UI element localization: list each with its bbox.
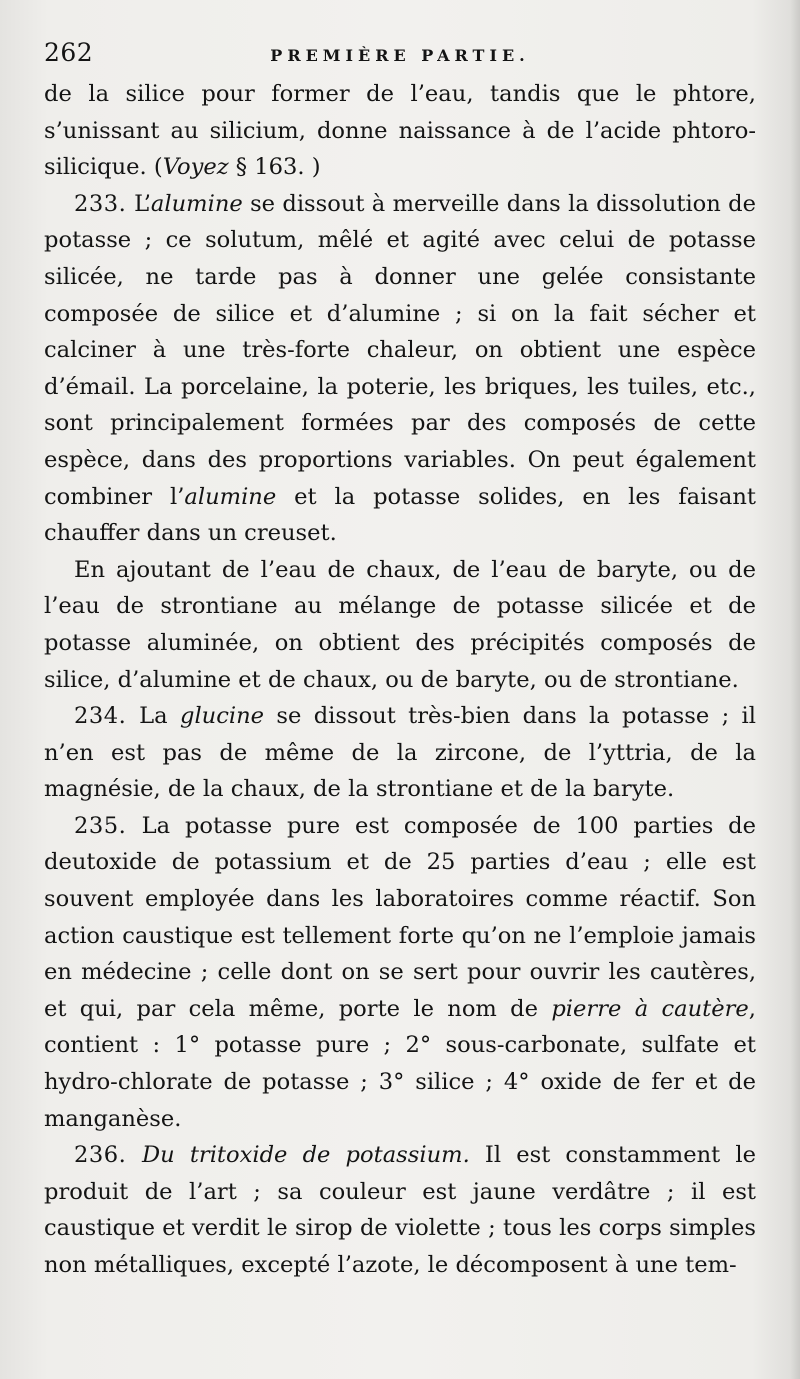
italic-run: alumine	[184, 483, 277, 510]
text-run: § 163. )	[228, 154, 321, 181]
text-run: La potasse pure est composée de 100 parties de deutoxide de potassium et de 25 parties d’eau ; elle est souvent employée dans les laboratoires comme réactif. Son action caustique est tellement forte qu’on ne l’emploie jamais en médecine ; celle dont on se sert pour ouvrir les cautères, et qui, par cela même, porte le nom de	[44, 812, 756, 1022]
italic-run: Voyez	[162, 154, 229, 181]
italic-run: Du tritoxide de potassium.	[141, 1142, 470, 1169]
paragraph	[44, 1137, 756, 1283]
section-number: 235.	[74, 812, 142, 839]
running-head	[44, 38, 756, 72]
text-run: La	[139, 703, 180, 730]
text-run: se dissout très-bien dans la potasse ; il n’en est pas de même de la zircone, de l’yttria, de la magnésie, de la chaux, de la strontiane et de la baryte.	[44, 703, 756, 803]
section-number: 233.	[74, 190, 135, 217]
italic-run: glucine	[179, 703, 265, 730]
paragraph	[44, 808, 756, 1137]
text-run: L’	[134, 190, 151, 217]
text-run: , contient : 1° potasse pure ; 2° sous-carbonate, sulfate et hydro-chlorate de potasse ; 3° silice ; 4° oxide de fer et de manganèse.	[44, 995, 756, 1132]
text-run: se dissout à merveille dans la dissolution de potasse ; ce solutum, mêlé et agité avec celui de potasse silicée, ne tarde pas à donner une gelée consistante composée de silice et d’alumine ; si on la fait sécher et calciner à une très-forte chaleur, on obtient une espèce d’émail. La porcelaine, la poterie, les briques, les tuiles, etc., sont principalement formées par des composés de cette espèce, dans des proportions variables. On peut également combiner l’	[44, 190, 756, 510]
text-run: et la potasse solides, en les faisant chauffer dans un creuset.	[44, 483, 756, 547]
section-number: 236.	[74, 1142, 142, 1169]
body-text	[44, 76, 756, 1284]
text-run: En ajoutant de l’eau de chaux, de l’eau de baryte, ou de l’eau de strontiane au mélange de potasse silicée et de potasse aluminée, on obtient des précipités composés de silice, d’alumine et de chaux, ou de baryte, ou de strontiane.	[44, 556, 756, 693]
running-title: PREMIÈRE PARTIE.	[270, 46, 530, 65]
paragraph	[44, 552, 756, 698]
page-number: 262	[44, 38, 94, 67]
text-run: Il est constamment le produit de l’art ; sa couleur est jaune verdâtre ; il est caustique et verdit le sirop de violette ; tous les corps simples non métalliques, excepté l’azote, le décomposent à une tem-	[44, 1142, 756, 1278]
italic-run: pierre à cautère	[551, 995, 749, 1022]
italic-run: alumine	[150, 190, 243, 217]
paragraph	[44, 186, 756, 552]
paragraph	[44, 698, 756, 808]
text-run: de la silice pour former de l’eau, tandis que le phtore, s’unissant au silicium, donne naissance à de l’acide phtoro-silicique. (	[44, 81, 756, 181]
section-number: 234.	[74, 703, 140, 730]
paragraph	[44, 76, 756, 186]
